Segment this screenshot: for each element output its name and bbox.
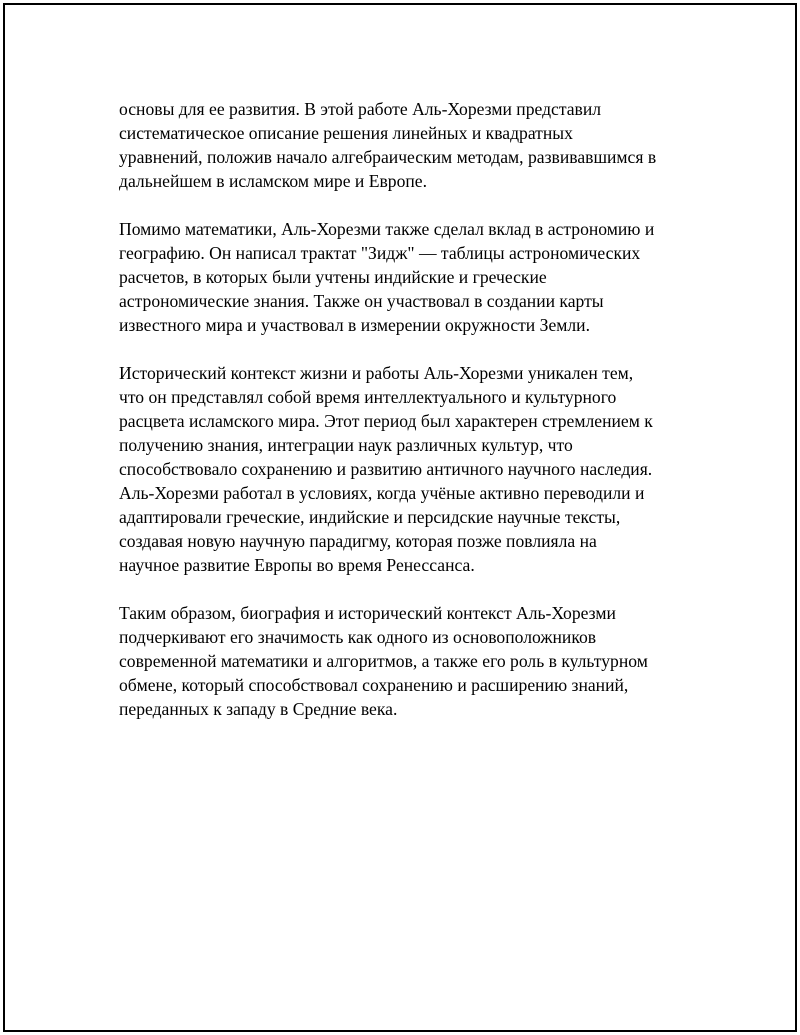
paragraph-astronomy: [119, 217, 709, 337]
paragraph-conclusion: [119, 601, 709, 721]
document-page: [3, 3, 797, 1032]
text-line: расцвета исламского мира. Этот период был характерен стремлением к: [119, 411, 653, 431]
text-line: адаптировали греческие, индийские и персидские научные тексты,: [119, 507, 621, 527]
text-line: обмене, который способствовал сохранению и расширению знаний,: [119, 675, 629, 695]
text-line: систематическое описание решения линейных и квадратных: [119, 123, 573, 143]
text-line: уравнений, положив начало алгебраическим методам, развивавшимся в: [119, 147, 657, 167]
text-line: Исторический контекст жизни и работы Аль-Хорезми уникален тем,: [119, 363, 634, 383]
text-line: основы для ее развития. В этой работе Аль-Хорезми представил: [119, 99, 602, 119]
text-line: создавая новую научную парадигму, которая позже повлияла на: [119, 531, 597, 551]
document-body: [119, 97, 709, 745]
text-line: известного мира и участвовал в измерении окружности Земли.: [119, 315, 590, 335]
text-line: Таким образом, биография и исторический контекст Аль-Хорезми: [119, 603, 616, 623]
text-line: расчетов, в которых были учтены индийские и греческие: [119, 267, 547, 287]
text-line: современной математики и алгоритмов, а также его роль в культурном: [119, 651, 648, 671]
text-line: Помимо математики, Аль-Хорезми также сделал вклад в астрономию и: [119, 219, 655, 239]
text-line: получению знания, интеграции наук различных культур, что: [119, 435, 573, 455]
text-line: дальнейшем в исламском мире и Европе.: [119, 171, 427, 191]
text-line: подчеркивают его значимость как одного из основоположников: [119, 627, 597, 647]
text-line: переданных к западу в Средние века.: [119, 699, 398, 719]
text-line: способствовало сохранению и развитию античного научного наследия.: [119, 459, 653, 479]
paragraph-historical-context: [119, 361, 709, 577]
text-line: географию. Он написал трактат "Зидж" — таблицы астрономических: [119, 243, 641, 263]
text-line: Аль-Хорезми работал в условиях, когда учёные активно переводили и: [119, 483, 645, 503]
text-line: что он представлял собой время интеллектуального и культурного: [119, 387, 617, 407]
text-line: астрономические знания. Также он участвовал в создании карты: [119, 291, 604, 311]
text-line: научное развитие Европы во время Ренессанса.: [119, 555, 475, 575]
paragraph-algebra: [119, 97, 709, 193]
